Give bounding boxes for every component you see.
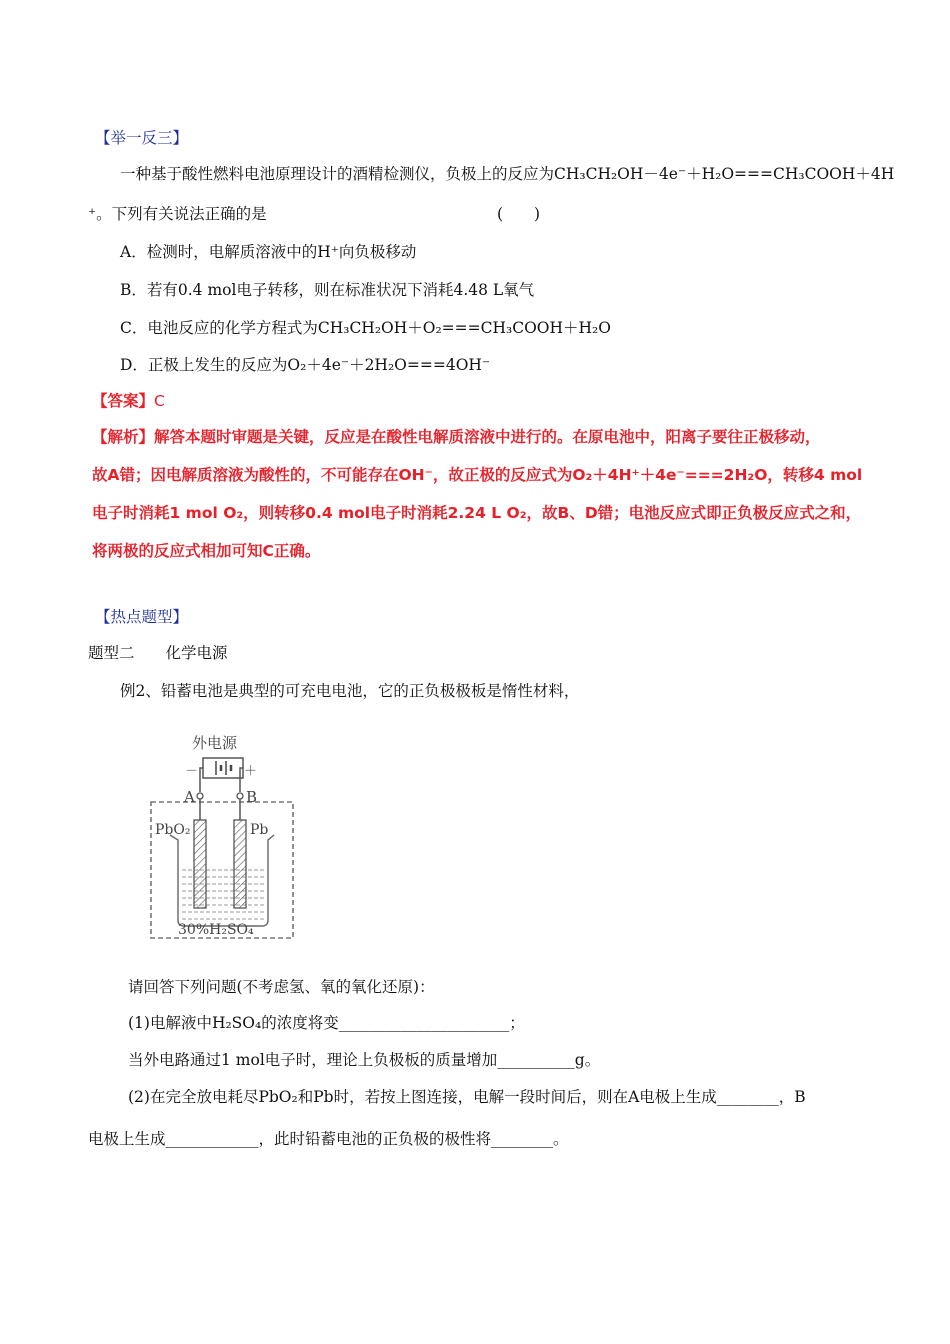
answer-label: 【答案】 bbox=[92, 392, 155, 410]
label-pb: Pb bbox=[250, 822, 269, 838]
type-title: 题型二 化学电源 bbox=[88, 644, 228, 662]
plus-sign: ＋ bbox=[244, 764, 258, 779]
practice-heading: 【举一反三】 bbox=[95, 129, 189, 147]
analysis-line2: 故A错；因电解质溶液为酸性的，不可能存在OH⁻，故正极的反应式为O₂＋4H⁺＋4e⁻===2H₂O，转移4 mol bbox=[92, 466, 863, 484]
analysis-line4: 将两极的反应式相加可知C正确。 bbox=[92, 542, 321, 560]
label-b: B bbox=[246, 788, 258, 806]
blank: ________ bbox=[716, 1088, 779, 1106]
hot-heading: 【热点题型】 bbox=[95, 608, 189, 626]
analysis-line1: 【解析】解答本题时审题是关键，反应是在酸性电解质溶液中进行的。在原电池中，阳离子要往正极移动， bbox=[92, 428, 821, 446]
analysis-label: 【解析】 bbox=[92, 428, 155, 446]
blank: __________ bbox=[497, 1051, 575, 1069]
question-1a: (1)电解液中H₂SO₄的浓度将变______________________； bbox=[128, 1014, 525, 1032]
electrode-pbo2 bbox=[194, 820, 206, 908]
blank: ________ bbox=[491, 1130, 554, 1148]
answer-value: C bbox=[154, 392, 165, 410]
electrode-pb bbox=[234, 820, 246, 908]
question-2b: 电极上生成____________，此时铅蓄电池的正负极的极性将________。 bbox=[88, 1130, 569, 1148]
battery-diagram bbox=[148, 730, 298, 945]
practice-stem-line2: ⁺。下列有关说法正确的是 bbox=[88, 205, 267, 223]
analysis-line3: 电子时消耗1 mol O₂，则转移0.4 mol电子时消耗2.24 L O₂，故B、D错；电池反应式即正负极反应式之和， bbox=[92, 504, 862, 522]
option-d: D．正极上发生的反应为O₂＋4e⁻＋2H₂O===4OH⁻ bbox=[120, 356, 491, 374]
blank: ______________________ bbox=[338, 1014, 510, 1032]
power-label: 外电源 bbox=[192, 734, 238, 752]
minus-sign: － bbox=[185, 764, 199, 779]
label-solution: 30%H₂SO₄ bbox=[178, 922, 254, 938]
questions-prompt: 请回答下列问题(不考虑氢、氧的氧化还原)： bbox=[128, 978, 435, 996]
answer-bracket: ( ) bbox=[497, 205, 541, 223]
option-b: B．若有0.4 mol电子转移，则在标准状况下消耗4.48 L氧气 bbox=[120, 281, 535, 299]
terminal-b bbox=[237, 793, 243, 799]
power-supply-box bbox=[203, 758, 243, 778]
question-2a: (2)在完全放电耗尽PbO₂和Pb时，若按上图连接，电解一段时间后，则在A电极上生成________，B bbox=[128, 1088, 806, 1106]
option-a: A．检测时，电解质溶液中的H⁺向负极移动 bbox=[120, 243, 417, 261]
label-pbo2: PbO₂ bbox=[155, 822, 191, 838]
practice-stem-line1: 一种基于酸性燃料电池原理设计的酒精检测仪，负极上的反应为CH₃CH₂OH－4e⁻＋H₂O===CH₃COOH＋4H bbox=[120, 165, 895, 183]
terminal-a bbox=[197, 793, 203, 799]
answer-row bbox=[92, 391, 165, 411]
example-intro: 例2、铅蓄电池是典型的可充电电池，它的正负极极板是惰性材料， bbox=[120, 682, 580, 700]
label-a: A bbox=[184, 788, 195, 806]
question-1b: 当外电路通过1 mol电子时，理论上负极板的质量增加__________g。 bbox=[128, 1051, 601, 1069]
blank: ____________ bbox=[165, 1130, 259, 1148]
option-c: C．电池反应的化学方程式为CH₃CH₂OH＋O₂===CH₃COOH＋H₂O bbox=[120, 319, 611, 337]
